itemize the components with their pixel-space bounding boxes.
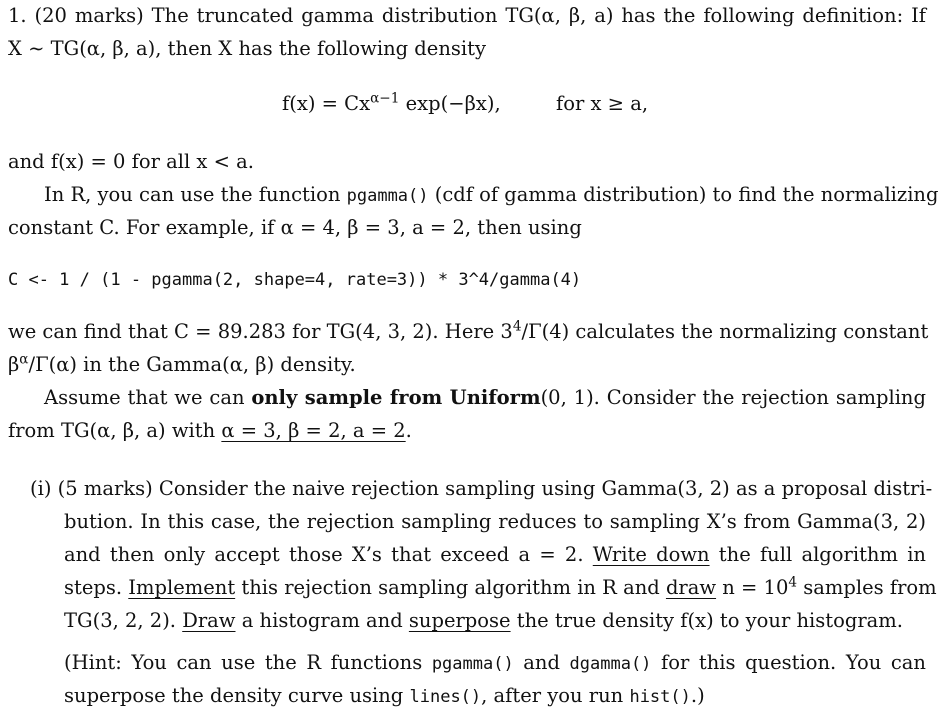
problem-intro-line1: 1. (20 marks) The truncated gamma distribution TG(α, β, a) has the following definition: If <box>8 4 926 27</box>
part-i-line3: and then only accept those X’s that exceed a = 2. Write down the full algorithm in <box>64 543 926 566</box>
part-i-line5: TG(3, 2, 2). Draw a histogram and superpose the true density f(x) to your histogram. <box>64 609 903 632</box>
part-i-line2: bution. In this case, the rejection sampling reduces to sampling X’s from Gamma(3, 2) <box>64 510 926 533</box>
hint-line1: (Hint: You can use the R functions pgamma() and dgamma() for this question. You can <box>64 651 926 674</box>
density-zero-line: and f(x) = 0 for all x < a. <box>8 150 254 173</box>
normalizing-line2: $\beta^\alpha/\Gamma(\alpha)$ in the Gamma(α, β) density. <box>8 351 356 376</box>
part-i-line1: (i) (5 marks) Consider the naive rejection sampling using Gamma(3, 2) as a proposal distri- <box>30 477 933 500</box>
hint-line2: superpose the density curve using lines(), after you run hist().) <box>64 684 705 707</box>
assumption-line1: Assume that we can only sample from Uniform(0, 1). Consider the rejection sampling <box>44 386 926 409</box>
part-i-line4: steps. Implement this rejection sampling algorithm in R and draw $n = 10^4$ samples from <box>64 574 937 599</box>
normalizing-line1: we can find that C = 89.283 for TG(4, 3, 2). Here $3^4/\Gamma(4)$ calculates the normalizing constant <box>8 318 929 343</box>
r-code-line: C <- 1 / (1 - pgamma(2, shape=4, rate=3)) * 3^4/gamma(4) <box>8 270 582 290</box>
assumption-line2: from TG(α, β, a) with α = 3, β = 2, a = 2. <box>8 419 412 442</box>
pgamma-paragraph-line2: constant C. For example, if α = 4, β = 3, a = 2, then using <box>8 216 582 239</box>
problem-intro-line2: X ∼ TG(α, β, a), then X has the following density <box>8 37 486 60</box>
density-equation: $f(x) = Cx^{\alpha-1}$ exp(−βx), <box>282 90 501 115</box>
pgamma-paragraph-line1: In R, you can use the function pgamma() (cdf of gamma distribution) to find the normalizing <box>44 183 939 206</box>
density-condition: for x ≥ a, <box>556 92 649 115</box>
